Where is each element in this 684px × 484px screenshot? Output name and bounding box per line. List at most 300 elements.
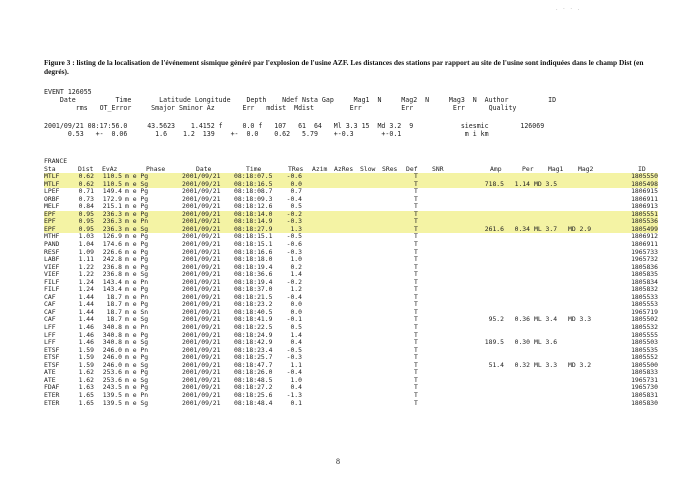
cell-def: T xyxy=(414,255,418,264)
cell-amp: 51.4 xyxy=(488,360,504,369)
cell-evaz: 242.8 xyxy=(102,255,122,264)
cell-phase: m e Pg xyxy=(125,330,149,339)
cell-phase: m e Pg xyxy=(125,202,149,211)
cell-mag1: ML 3.7 xyxy=(534,224,558,233)
cell-dist: 1.44 xyxy=(78,315,94,324)
cell-sta: LPEF xyxy=(44,187,60,196)
cell-def: T xyxy=(414,398,418,407)
cell-date: 2001/09/21 xyxy=(182,292,221,301)
cell-def: T xyxy=(414,232,418,241)
col-header-phase: Phase xyxy=(146,164,166,173)
cell-phase: m e Sn xyxy=(125,307,149,316)
cell-sta: ORBF xyxy=(44,194,60,203)
cell-sta: PAND xyxy=(44,240,60,249)
cell-phase: m e Sg xyxy=(125,338,149,347)
cell-per: 0.32 xyxy=(514,360,530,369)
cell-id: 1805833 xyxy=(631,368,658,377)
cell-evaz: 139.5 xyxy=(102,398,122,407)
cell-tres: -0.6 xyxy=(286,240,302,249)
cell-def: T xyxy=(414,292,418,301)
cell-tres: 1.4 xyxy=(290,270,302,279)
cell-time: 08:18:14.0 xyxy=(234,209,273,218)
cell-id: 1805832 xyxy=(631,285,658,294)
cell-dist: 1.24 xyxy=(78,277,94,286)
cell-sta: FILF xyxy=(44,285,60,294)
cell-per: 1.14 xyxy=(514,179,530,188)
cell-sta: ATE xyxy=(44,375,56,384)
cell-id: 1805830 xyxy=(631,398,658,407)
scan-marks: . · · . xyxy=(556,6,582,12)
arrivals-table xyxy=(44,158,658,407)
cell-dist: 1.22 xyxy=(78,262,94,271)
cell-mag1: ML 3.4 xyxy=(534,315,558,324)
cell-time: 08:18:23.4 xyxy=(234,345,273,354)
page-number: 8 xyxy=(336,457,340,466)
cell-id: 1805834 xyxy=(631,277,658,286)
cell-time: 08:18:19.4 xyxy=(234,262,273,271)
cell-def: T xyxy=(414,323,418,332)
cell-evaz: 143.4 xyxy=(102,277,122,286)
cell-sta: EPF xyxy=(44,209,56,218)
cell-dist: 0.62 xyxy=(78,172,94,181)
cell-id: 1805552 xyxy=(631,353,658,362)
cell-per: 0.30 xyxy=(514,338,530,347)
cell-time: 08:18:25.7 xyxy=(234,353,273,362)
cell-dist: 1.46 xyxy=(78,338,94,347)
cell-sta: ETER xyxy=(44,398,60,407)
cell-date: 2001/09/21 xyxy=(182,345,221,354)
cell-date: 2001/09/21 xyxy=(182,270,221,279)
event-values-line-2: 0.53 +- 0.06 1.6 1.2 139 +- 0.0 0.62 5.79 +-0.3 +-0.1 m i km xyxy=(44,130,489,138)
cell-date: 2001/09/21 xyxy=(182,255,221,264)
cell-mag2: MD 3.3 xyxy=(568,315,592,324)
cell-dist: 1.09 xyxy=(78,247,94,256)
cell-tres: 1.0 xyxy=(290,255,302,264)
cell-tres: 0.0 xyxy=(290,307,302,316)
event-header-line-1: Date Time Latitude Longitude Depth Ndef Nsta Gap Mag1 N Mag2 N Mag3 N Author ID xyxy=(44,96,557,104)
event-header-line-2: rms OT_Error Smajor Sminor Az Err mdist Mdist Err Err Err Quality xyxy=(44,104,517,112)
cell-dist: 0.95 xyxy=(78,217,94,226)
cell-tres: 1.2 xyxy=(290,285,302,294)
cell-time: 08:18:40.5 xyxy=(234,307,273,316)
cell-phase: m e Pn xyxy=(125,390,149,399)
cell-per: 0.36 xyxy=(514,315,530,324)
cell-phase: m e Pn xyxy=(125,323,149,332)
cell-dist: 0.95 xyxy=(78,209,94,218)
cell-mag2: MD 2.9 xyxy=(568,224,592,233)
cell-tres: -0.2 xyxy=(286,277,302,286)
cell-id: 1805555 xyxy=(631,330,658,339)
col-header-azim: Azim xyxy=(312,164,328,173)
cell-tres: 0.2 xyxy=(290,262,302,271)
cell-evaz: 236.3 xyxy=(102,224,122,233)
cell-phase: m e Pg xyxy=(125,383,149,392)
cell-phase: m e Pg xyxy=(125,194,149,203)
col-header-def: Def xyxy=(406,164,418,173)
cell-evaz: 149.4 xyxy=(102,187,122,196)
cell-evaz: 110.5 xyxy=(102,172,122,181)
cell-dist: 1.63 xyxy=(78,383,94,392)
cell-def: T xyxy=(414,345,418,354)
col-header-date: Date xyxy=(196,164,212,173)
cell-def: T xyxy=(414,315,418,324)
table-body xyxy=(44,173,658,407)
cell-phase: m e Pn xyxy=(125,217,149,226)
col-header-dist: Dist xyxy=(78,164,94,173)
cell-date: 2001/09/21 xyxy=(182,277,221,286)
cell-date: 2001/09/21 xyxy=(182,194,221,203)
cell-date: 2001/09/21 xyxy=(182,262,221,271)
cell-def: T xyxy=(414,217,418,226)
cell-dist: 1.65 xyxy=(78,398,94,407)
cell-date: 2001/09/21 xyxy=(182,315,221,324)
cell-sta: MTLF xyxy=(44,179,60,188)
cell-dist: 0.62 xyxy=(78,179,94,188)
cell-date: 2001/09/21 xyxy=(182,202,221,211)
col-header-amp: Amp xyxy=(490,164,502,173)
cell-tres: -0.3 xyxy=(286,217,302,226)
cell-def: T xyxy=(414,383,418,392)
col-header-sres: SRes xyxy=(382,164,398,173)
cell-tres: 0.5 xyxy=(290,202,302,211)
cell-phase: m e Pn xyxy=(125,292,149,301)
cell-time: 08:18:21.5 xyxy=(234,292,273,301)
cell-id: 1805536 xyxy=(631,217,658,226)
cell-phase: m e Pg xyxy=(125,285,149,294)
cell-date: 2001/09/21 xyxy=(182,179,221,188)
cell-dist: 1.59 xyxy=(78,345,94,354)
col-header-azres: AzRes xyxy=(334,164,354,173)
col-header-time: Time xyxy=(246,164,262,173)
cell-tres: 0.4 xyxy=(290,338,302,347)
cell-evaz: 236.3 xyxy=(102,209,122,218)
cell-evaz: 174.6 xyxy=(102,240,122,249)
cell-date: 2001/09/21 xyxy=(182,217,221,226)
cell-phase: m e Pg xyxy=(125,232,149,241)
cell-date: 2001/09/21 xyxy=(182,187,221,196)
cell-dist: 1.59 xyxy=(78,360,94,369)
cell-evaz: 253.6 xyxy=(102,368,122,377)
cell-id: 1805533 xyxy=(631,292,658,301)
cell-sta: CAF xyxy=(44,300,56,309)
cell-date: 2001/09/21 xyxy=(182,383,221,392)
cell-id: 1806913 xyxy=(631,202,658,211)
cell-phase: m e Sg xyxy=(125,398,149,407)
cell-id: 1806911 xyxy=(631,240,658,249)
cell-date: 2001/09/21 xyxy=(182,307,221,316)
cell-time: 08:18:16.5 xyxy=(234,179,273,188)
cell-id: 1965732 xyxy=(631,255,658,264)
col-header-per: Per xyxy=(522,164,534,173)
event-values-line-1: 2001/09/21 08:17:56.0 43.5623 1.4152 f 0.0 f 107 61 64 Ml 3.3 15 Md 3.2 9 siesmic 126069 xyxy=(44,122,545,130)
cell-evaz: 243.5 xyxy=(102,383,122,392)
cell-date: 2001/09/21 xyxy=(182,338,221,347)
col-header-id: ID xyxy=(638,164,646,173)
cell-id: 1965733 xyxy=(631,247,658,256)
cell-mag1: MD 3.5 xyxy=(534,179,558,188)
cell-id: 1805532 xyxy=(631,323,658,332)
cell-tres: 0.7 xyxy=(290,187,302,196)
cell-time: 08:18:23.2 xyxy=(234,300,273,309)
cell-sta: LABF xyxy=(44,255,60,264)
cell-time: 08:18:26.0 xyxy=(234,368,273,377)
cell-date: 2001/09/21 xyxy=(182,330,221,339)
cell-dist: 1.22 xyxy=(78,270,94,279)
cell-dist: 1.62 xyxy=(78,368,94,377)
cell-id: 1805551 xyxy=(631,209,658,218)
cell-sta: VIEF xyxy=(44,270,60,279)
col-header-mag2: Mag2 xyxy=(578,164,594,173)
cell-id: 1805550 xyxy=(631,172,658,181)
cell-def: T xyxy=(414,300,418,309)
cell-dist: 0.73 xyxy=(78,194,94,203)
cell-phase: m e Sg xyxy=(125,270,149,279)
cell-mag1: ML 3.3 xyxy=(534,360,558,369)
cell-time: 08:18:41.9 xyxy=(234,315,273,324)
cell-evaz: 246.0 xyxy=(102,345,122,354)
cell-dist: 1.65 xyxy=(78,390,94,399)
cell-dist: 1.11 xyxy=(78,255,94,264)
cell-tres: 1.4 xyxy=(290,330,302,339)
cell-dist: 1.04 xyxy=(78,240,94,249)
figure-caption: Figure 3 : listing de la localisation de l'événement sismique généré par l'explosion de l'usine AZF. Les distances des stations par rapport au site de l'usine sont indiquées dans le champ Dist (en degrés). xyxy=(44,58,644,76)
cell-evaz: 18.7 xyxy=(106,315,122,324)
cell-dist: 1.44 xyxy=(78,307,94,316)
cell-amp: 189.5 xyxy=(484,338,504,347)
cell-date: 2001/09/21 xyxy=(182,360,221,369)
cell-def: T xyxy=(414,247,418,256)
cell-mag1: ML 3.6 xyxy=(534,338,558,347)
cell-date: 2001/09/21 xyxy=(182,247,221,256)
cell-tres: -0.3 xyxy=(286,353,302,362)
cell-tres: -0.2 xyxy=(286,209,302,218)
cell-id: 1805831 xyxy=(631,390,658,399)
cell-time: 08:18:16.6 xyxy=(234,247,273,256)
cell-time: 08:18:37.0 xyxy=(234,285,273,294)
cell-def: T xyxy=(414,270,418,279)
cell-date: 2001/09/21 xyxy=(182,353,221,362)
cell-phase: m e Pg xyxy=(125,172,149,181)
cell-date: 2001/09/21 xyxy=(182,390,221,399)
cell-id: 1965731 xyxy=(631,375,658,384)
cell-evaz: 172.9 xyxy=(102,194,122,203)
cell-id: 1805836 xyxy=(631,262,658,271)
cell-id: 1805503 xyxy=(631,338,658,347)
cell-def: T xyxy=(414,209,418,218)
cell-def: T xyxy=(414,390,418,399)
cell-tres: 1.0 xyxy=(290,375,302,384)
cell-phase: m e Pn xyxy=(125,345,149,354)
cell-def: T xyxy=(414,179,418,188)
cell-phase: m e Sg xyxy=(125,375,149,384)
cell-tres: -0.5 xyxy=(286,345,302,354)
cell-sta: MTLF xyxy=(44,172,60,181)
cell-time: 08:18:14.9 xyxy=(234,217,273,226)
cell-id: 1805502 xyxy=(631,315,658,324)
cell-tres: 0.0 xyxy=(290,300,302,309)
cell-dist: 1.59 xyxy=(78,353,94,362)
cell-tres: -0.4 xyxy=(286,194,302,203)
cell-time: 08:18:19.4 xyxy=(234,277,273,286)
cell-tres: 1.3 xyxy=(290,224,302,233)
cell-time: 08:18:22.5 xyxy=(234,323,273,332)
cell-id: 1965730 xyxy=(631,383,658,392)
cell-def: T xyxy=(414,330,418,339)
cell-phase: m e Pg xyxy=(125,209,149,218)
cell-def: T xyxy=(414,277,418,286)
cell-mag2: MD 3.2 xyxy=(568,360,592,369)
cell-tres: 0.4 xyxy=(290,383,302,392)
cell-def: T xyxy=(414,202,418,211)
cell-dist: 1.03 xyxy=(78,232,94,241)
cell-id: 1806915 xyxy=(631,187,658,196)
cell-amp: 95.2 xyxy=(488,315,504,324)
cell-id: 1805553 xyxy=(631,300,658,309)
cell-amp: 718.5 xyxy=(484,179,504,188)
cell-dist: 0.84 xyxy=(78,202,94,211)
cell-date: 2001/09/21 xyxy=(182,232,221,241)
cell-phase: m e Pg xyxy=(125,353,149,362)
cell-evaz: 126.9 xyxy=(102,232,122,241)
cell-sta: EPF xyxy=(44,217,56,226)
cell-sta: CAF xyxy=(44,315,56,324)
cell-date: 2001/09/21 xyxy=(182,323,221,332)
cell-sta: ETSF xyxy=(44,345,60,354)
cell-sta: VIEF xyxy=(44,262,60,271)
cell-def: T xyxy=(414,353,418,362)
cell-id: 1805500 xyxy=(631,360,658,369)
cell-id: 1805835 xyxy=(631,270,658,279)
cell-amp: 261.6 xyxy=(484,224,504,233)
cell-evaz: 18.7 xyxy=(106,300,122,309)
cell-time: 08:18:27.2 xyxy=(234,383,273,392)
cell-tres: 0.5 xyxy=(290,323,302,332)
cell-date: 2001/09/21 xyxy=(182,398,221,407)
cell-evaz: 18.7 xyxy=(106,307,122,316)
cell-evaz: 236.3 xyxy=(102,217,122,226)
cell-evaz: 236.8 xyxy=(102,262,122,271)
cell-id: 1805499 xyxy=(631,224,658,233)
cell-phase: m e Pg xyxy=(125,300,149,309)
cell-time: 08:18:07.5 xyxy=(234,172,273,181)
cell-date: 2001/09/21 xyxy=(182,375,221,384)
cell-tres: -0.1 xyxy=(286,315,302,324)
cell-phase: m e Pg xyxy=(125,368,149,377)
cell-dist: 1.62 xyxy=(78,375,94,384)
cell-phase: m e Pn xyxy=(125,277,149,286)
cell-phase: m e Sg xyxy=(125,360,149,369)
cell-time: 08:18:18.0 xyxy=(234,255,273,264)
cell-evaz: 18.7 xyxy=(106,292,122,301)
cell-id: 1805498 xyxy=(631,179,658,188)
cell-phase: m e Sg xyxy=(125,224,149,233)
col-header-snr: SNR xyxy=(432,164,444,173)
cell-evaz: 226.6 xyxy=(102,247,122,256)
cell-date: 2001/09/21 xyxy=(182,240,221,249)
cell-def: T xyxy=(414,194,418,203)
cell-evaz: 110.5 xyxy=(102,179,122,188)
cell-evaz: 215.1 xyxy=(102,202,122,211)
cell-time: 08:18:48.5 xyxy=(234,375,273,384)
cell-time: 08:18:12.6 xyxy=(234,202,273,211)
cell-phase: m e Sg xyxy=(125,179,149,188)
cell-def: T xyxy=(414,262,418,271)
cell-time: 08:18:48.4 xyxy=(234,398,273,407)
event-id-line: EVENT 126055 xyxy=(44,88,92,96)
cell-id: 1805535 xyxy=(631,345,658,354)
cell-phase: m e Sg xyxy=(125,315,149,324)
cell-evaz: 246.0 xyxy=(102,360,122,369)
cell-tres: -0.5 xyxy=(286,232,302,241)
col-header-sta: Sta xyxy=(44,164,56,173)
cell-dist: 1.46 xyxy=(78,323,94,332)
cell-def: T xyxy=(414,240,418,249)
cell-evaz: 340.8 xyxy=(102,323,122,332)
cell-time: 08:18:42.9 xyxy=(234,338,273,347)
cell-evaz: 253.6 xyxy=(102,375,122,384)
cell-sta: MTHF xyxy=(44,232,60,241)
cell-evaz: 139.5 xyxy=(102,390,122,399)
cell-sta: LFF xyxy=(44,323,56,332)
cell-time: 08:18:15.1 xyxy=(234,232,273,241)
cell-phase: m e Pg xyxy=(125,240,149,249)
cell-sta: CAF xyxy=(44,307,56,316)
cell-evaz: 340.8 xyxy=(102,330,122,339)
cell-def: T xyxy=(414,187,418,196)
cell-id: 1806911 xyxy=(631,194,658,203)
cell-evaz: 246.0 xyxy=(102,353,122,362)
col-header-tres: TRes xyxy=(288,164,304,173)
cell-def: T xyxy=(414,224,418,233)
cell-time: 08:18:27.9 xyxy=(234,224,273,233)
cell-sta: LFF xyxy=(44,338,56,347)
cell-time: 08:18:47.7 xyxy=(234,360,273,369)
cell-def: T xyxy=(414,172,418,181)
cell-tres: 0.0 xyxy=(290,179,302,188)
cell-phase: m e Pg xyxy=(125,255,149,264)
cell-sta: ATE xyxy=(44,368,56,377)
cell-id: 1806912 xyxy=(631,232,658,241)
cell-sta: ETSF xyxy=(44,360,60,369)
cell-phase: m e Pg xyxy=(125,247,149,256)
cell-tres: -0.3 xyxy=(286,247,302,256)
cell-dist: 1.46 xyxy=(78,330,94,339)
cell-sta: EPF xyxy=(44,224,56,233)
cell-def: T xyxy=(414,338,418,347)
cell-per: 0.34 xyxy=(514,224,530,233)
cell-date: 2001/09/21 xyxy=(182,172,221,181)
col-header-slow: Slow xyxy=(360,164,376,173)
cell-tres: -0.4 xyxy=(286,368,302,377)
cell-def: T xyxy=(414,368,418,377)
cell-sta: RESF xyxy=(44,247,60,256)
cell-date: 2001/09/21 xyxy=(182,285,221,294)
cell-tres: 0.1 xyxy=(290,398,302,407)
cell-sta: CAF xyxy=(44,292,56,301)
cell-tres: -1.3 xyxy=(286,390,302,399)
cell-dist: 1.24 xyxy=(78,285,94,294)
cell-evaz: 340.8 xyxy=(102,338,122,347)
region-label: FRANCE xyxy=(44,157,68,165)
cell-time: 08:18:09.3 xyxy=(234,194,273,203)
cell-evaz: 143.4 xyxy=(102,285,122,294)
cell-tres: -0.4 xyxy=(286,292,302,301)
cell-tres: 1.1 xyxy=(290,360,302,369)
cell-def: T xyxy=(414,360,418,369)
cell-sta: ETSF xyxy=(44,353,60,362)
cell-evaz: 236.8 xyxy=(102,270,122,279)
cell-sta: FDAF xyxy=(44,383,60,392)
